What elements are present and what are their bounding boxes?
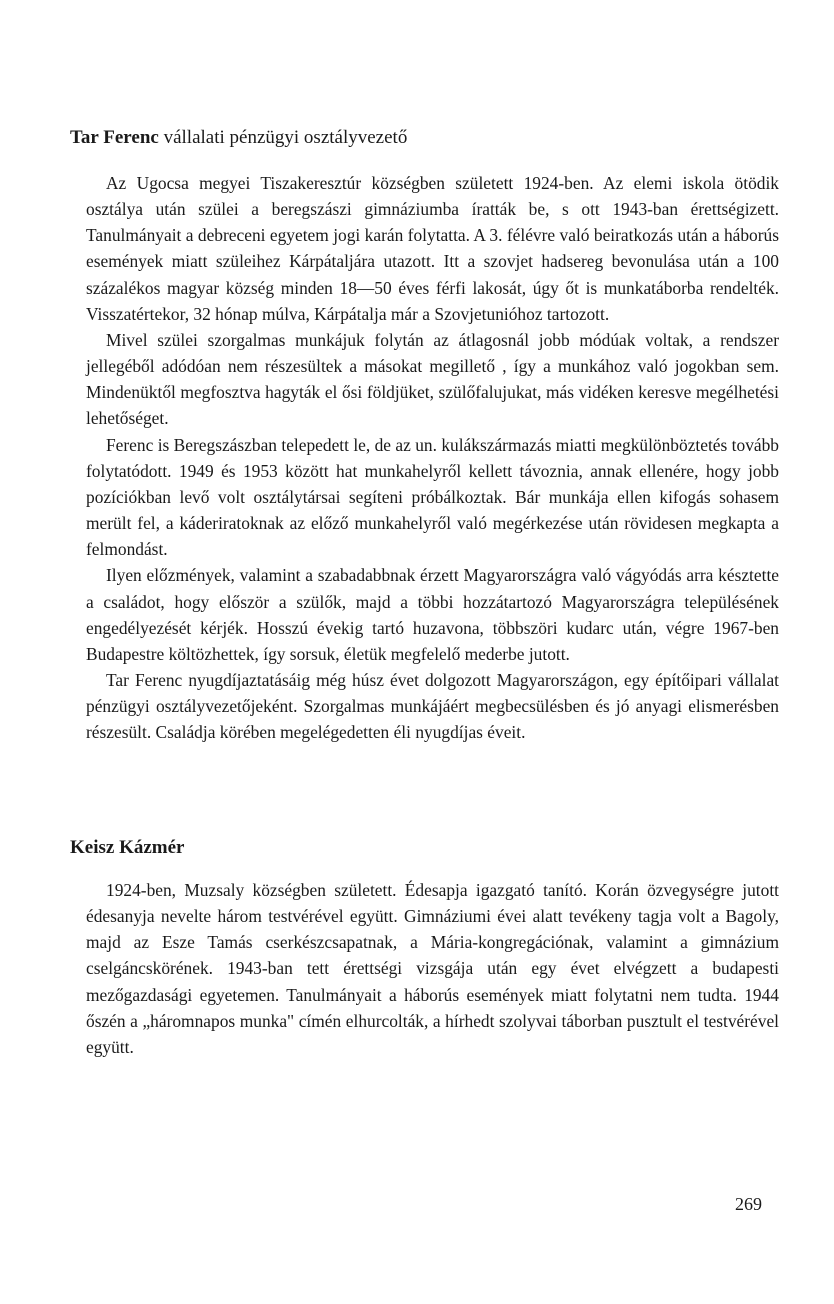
paragraph: Ilyen előzmények, valamint a szabadabbnak érzett Magyarországra való vágyódás arra késztette a családot, hogy először a szülők, majd a többi hozzátartozó Magyarországra településének engedélyezését kérjék. Hosszú évekig tartó huzavona, többszöri kudarc után, végre 1967-ben Budapestre költözhettek, így sorsuk, életük megfelelő mederbe jutott. <box>86 565 779 664</box>
biography-tar-ferenc <box>86 170 779 745</box>
person-role: vállalati pénzügyi osztályvezető <box>158 127 408 148</box>
section-heading-tar-ferenc <box>70 126 407 150</box>
paragraph: Ferenc is Beregszászban telepedett le, de az un. kulákszármazás miatti megkülönböztetés tovább folytatódott. 1949 és 1953 között hat munkahelyről kellett távoznia, annak ellenére, hogy jobb pozíciókban levő volt osztálytársai segíteni próbálkoztak. Bár munkája ellen kifogás sohasem merült fel, a káderiratoknak az előző munkahelyről való megérkezése után rövidesen megkapta a felmondást. <box>86 434 779 560</box>
page-number: 269 <box>735 1194 762 1214</box>
paragraph: Az Ugocsa megyei Tiszakeresztúr községben született 1924-ben. Az elemi iskola ötödik osztálya után szülei a beregszászi gimnáziumba íratták be, s ott 1943-ban érettségizett. Tanulmányait a debreceni egyetem jogi karán folytatta. A 3. félévre való beiratkozás után a háborús események miatt szüleihez Kárpátaljára utazott. Itt a szovjet hadsereg bevonulása után a 100 százalékos magyar község minden 18—50 éves férfi lakosát, úgy őt is munkatáborba rendelték. Visszatértekor, 32 hónap múlva, Kárpátalja már a Szovjetunióhoz tartozott. <box>86 173 779 324</box>
paragraph: Mivel szülei szorgalmas munkájuk folytán az átlagosnál jobb módúak voltak, a rendszer jellegéből adódóan nem részesültek a másokat megillető , így a munkához való jogokban sem. Mindenüktől megfosztva hagyták el ősi földjüket, szülőfalujukat, más vidéken keresve megélhetési lehetőséget. <box>86 329 779 429</box>
person-name: Keisz Kázmér <box>70 837 185 858</box>
paragraph: Tar Ferenc nyugdíjaztatásáig még húsz évet dolgozott Magyarországon, egy építőipari vállalat pénzügyi osztályvezetőjeként. Szorgalmas munkájáért megbecsülésben és jó anyagi elismerésben részesült. Családja körében megelégedetten éli nyugdíjas éveit. <box>86 669 779 743</box>
section-heading-keisz-kazmer <box>70 836 184 860</box>
paragraph: 1924-ben, Muzsaly községben született. Édesapja igazgató tanító. Korán özvegységre jutott édesanyja nevelte három testvérével együtt. Gimnáziumi évei alatt tevékeny tagja volt a Bagoly, majd az Esze Tamás cserkészcsapatnak, a Mária-kongregációnak, valamint a gimnázium cselgáncskörének. 1943-ban tett érettségi vizsgája után egy évet elvégzett a budapesti mezőgazdasági egyetemen. Tanulmányait a háborús események miatt folytatni nem tudta. 1944 őszén a „háromnapos munka" címén elhurcolták, a hírhedt szolyvai táborban pusztult el testvérével együtt. <box>86 880 779 1057</box>
person-name: Tar Ferenc <box>70 127 159 148</box>
biography-keisz-kazmer <box>86 877 779 1060</box>
